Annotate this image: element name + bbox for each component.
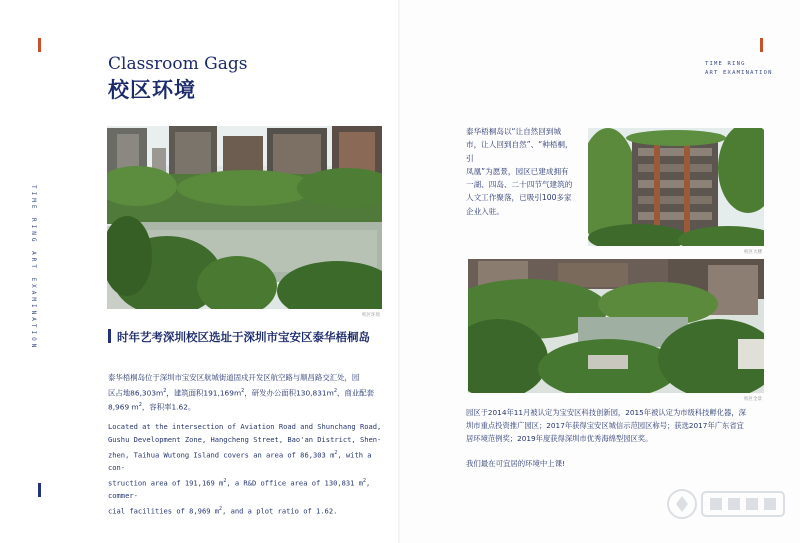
- awards-line-1: 园区于2014年11月被认定为宝安区科技创新园，2015年被认定为市级科技孵化器，深: [466, 408, 746, 417]
- cn-line-3: [108, 399, 386, 414]
- section-heading-bar: [108, 329, 111, 343]
- sup-2: 2: [334, 449, 338, 456]
- side-line-3: 凤凰”为愿景，园区已建成拥有: [466, 166, 569, 176]
- sup-2: 2: [138, 402, 142, 409]
- vertical-brand-text: TIME RING ART EXAMINATION: [30, 185, 37, 351]
- photo-caption: 校区环境: [362, 313, 380, 318]
- en-line-3-b: , with a con-: [108, 449, 372, 473]
- side-line-2: 市，让人回到自然”、“种梧桐，引: [466, 140, 573, 163]
- side-line-1: 泰华梧桐岛以“让自然回到城: [466, 127, 562, 136]
- closing-line: 我们最在可宜居的环境中上课!: [466, 459, 566, 468]
- sup-2: 2: [163, 387, 167, 394]
- right-page: [400, 0, 800, 543]
- sup-2: 2: [363, 477, 367, 484]
- en-line-1: Located at the intersection of Aviation Road and Shunchang Road,: [108, 422, 382, 431]
- corner-brand-line-1: TIME RING: [705, 61, 746, 67]
- park-awards-cn: [466, 407, 766, 445]
- en-line-3-a: zhen, Taihua Wutong Island covers an area of 86,303 m: [108, 449, 335, 459]
- campus-description-cn: [108, 372, 386, 414]
- site-watermark-logo: [666, 484, 790, 524]
- page-title-cn: 校区环境: [108, 78, 196, 102]
- top-right-accent-tick: [760, 38, 763, 52]
- sup-2: 2: [223, 477, 227, 484]
- side-line-4: 一湖、四岛、二十四节气建筑的: [466, 180, 573, 190]
- side-line-6: 企业入驻。: [466, 206, 504, 216]
- page-title-en: Classroom Gags: [108, 54, 248, 74]
- island-description-cn: [466, 125, 578, 218]
- corner-brand-text: [705, 60, 773, 78]
- sup-2: 2: [333, 387, 338, 394]
- en-line-4: [108, 475, 388, 503]
- cn-line-2-b: ，建筑面积191,169m: [166, 387, 242, 397]
- en-line-2: Gushu Development Zone, Hangcheng Street, Bao'an District, Shen-: [108, 435, 382, 445]
- en-line-5-b: , and a plot ratio of 1.62.: [222, 505, 338, 515]
- cn-line-1: 泰华梧桐岛位于深圳市宝安区航城街道固戍开发区航空路与顺昌路交汇处，园: [108, 373, 360, 382]
- cn-line-2-a: 区占地86,303m: [108, 387, 164, 397]
- en-line-4-a: struction area of 191,169 m: [108, 477, 224, 487]
- en-line-4-b: , a R&D office area of 130,831 m: [226, 477, 363, 487]
- en-line-5: [108, 503, 388, 518]
- campus-building-photo: [588, 128, 764, 246]
- cn-line-2-d: ，商业配套: [337, 387, 374, 397]
- top-accent-tick: [38, 38, 41, 52]
- sup-2: 2: [219, 505, 223, 512]
- cn-line-3-b: ，容积率1.62。: [141, 402, 196, 412]
- section-heading: 时年艺考深圳校区选址于深圳市宝安区泰华梧桐岛: [117, 330, 370, 344]
- cn-line-3-a: 8,969 m: [108, 402, 139, 412]
- cn-line-2-c: ，研发办公面积130,831m: [244, 387, 334, 397]
- en-line-4-c: , commer-: [108, 477, 371, 501]
- bottom-accent-tick: [38, 483, 41, 497]
- sup-2: 2: [241, 387, 245, 394]
- campus-lake-photo: [107, 126, 382, 309]
- campus-panorama-photo: [468, 259, 764, 393]
- en-line-5-a: cial facilities of 8,969 m: [108, 505, 220, 515]
- awards-line-2: 圳市重点投资推广园区；2017年获得宝安区城信示范园区称号；获选2017年广东省宜: [466, 420, 744, 430]
- awards-line-3: 居环境范例奖；2019年度获得深圳市优秀海绵型园区奖。: [466, 433, 653, 443]
- cn-line-2: [108, 385, 386, 400]
- en-line-3: [108, 447, 388, 475]
- campus-description-en: [108, 420, 388, 517]
- side-line-5: 人文工作聚落，已吸引100多家: [466, 193, 572, 203]
- photo-top-caption: 校区大楼: [744, 250, 762, 255]
- corner-brand-line-2: ART EXAMINATION: [705, 70, 773, 76]
- photo-bottom-caption: 校区全景: [744, 397, 762, 402]
